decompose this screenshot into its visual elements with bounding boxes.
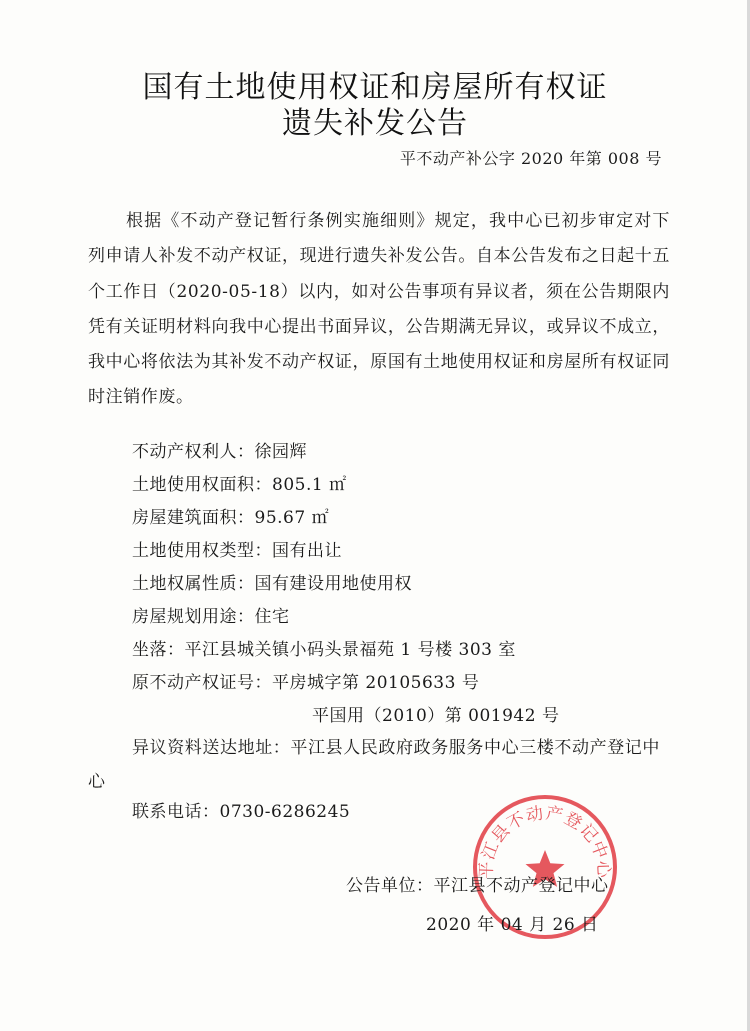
field-original-cert (132, 668, 479, 693)
issuer-label: 公告单位： (346, 876, 434, 896)
field-building-area-value: 95.67 ㎡ (254, 508, 330, 528)
field-owner-value: 徐园辉 (254, 442, 307, 462)
field-building-area-label: 房屋建筑面积： (132, 508, 255, 528)
body-paragraph: 根据《不动产登记暂行条例实施细则》规定，我中心已初步审定对下列申请人补发不动产权证，现进行遗失补发公告。自本公告发布之日起十五个工作日（2020-05-18）以内，如对公告事项有异议者，须在公告期限内凭有关证明材料向我中心提出书面异议，公告期满无异议，或异议不成立，我中心将依法为其补发不动产权证，原国有土地使用权证和房屋所有权证同时注销作废。 (88, 211, 670, 408)
field-location-label: 坐落： (132, 640, 185, 660)
field-building-area (132, 503, 329, 528)
title-line-2: 遗失补发公告 (282, 106, 468, 141)
field-location (132, 635, 516, 660)
field-original-cert-label: 原不动产权证号： (132, 673, 272, 693)
field-location-value: 平江县城关镇小码头景福苑 1 号楼 303 室 (184, 640, 516, 660)
field-owner (132, 437, 307, 462)
field-land-right-type (132, 536, 342, 561)
field-phone-label: 联系电话： (132, 802, 220, 822)
field-phone (132, 797, 350, 822)
issuer-value: 平江县不动产登记中心 (433, 876, 609, 896)
field-house-use-label: 房屋规划用途： (132, 607, 255, 627)
field-objection-address-label: 异议资料送达地址： (132, 738, 291, 758)
field-objection-address-value: 平江县人民政府政务服务中心三楼不动产登记中心 (88, 738, 661, 792)
field-house-use (132, 602, 290, 627)
title-line-1: 国有土地使用权证和房屋所有权证 (142, 70, 608, 105)
seal-text: 平江县不动产登记中心 (476, 803, 614, 880)
field-land-right-type-value: 国有出让 (272, 541, 342, 561)
field-land-area-value: 805.1 ㎡ (272, 475, 347, 495)
field-original-cert-value-2: 平国用（2010）第 001942 号 (312, 706, 560, 726)
field-land-property-label: 土地权属性质： (132, 574, 255, 594)
field-objection-address (88, 731, 670, 799)
field-phone-value: 0730-6286245 (219, 802, 351, 822)
field-land-property (132, 569, 412, 594)
document-number: 平不动产补公字 2020 年第 008 号 (399, 149, 662, 168)
field-house-use-value: 住宅 (254, 607, 290, 627)
issue-date: 2020 年 04 月 26 日 (426, 915, 599, 935)
field-land-right-type-label: 土地使用权类型： (132, 541, 272, 561)
issuer (346, 871, 609, 896)
field-owner-label: 不动产权利人： (132, 442, 255, 462)
field-land-area (132, 470, 347, 495)
field-land-area-label: 土地使用权面积： (132, 475, 272, 495)
field-land-property-value: 国有建设用地使用权 (254, 574, 412, 594)
field-original-cert-value: 平房城字第 20105633 号 (272, 673, 480, 693)
